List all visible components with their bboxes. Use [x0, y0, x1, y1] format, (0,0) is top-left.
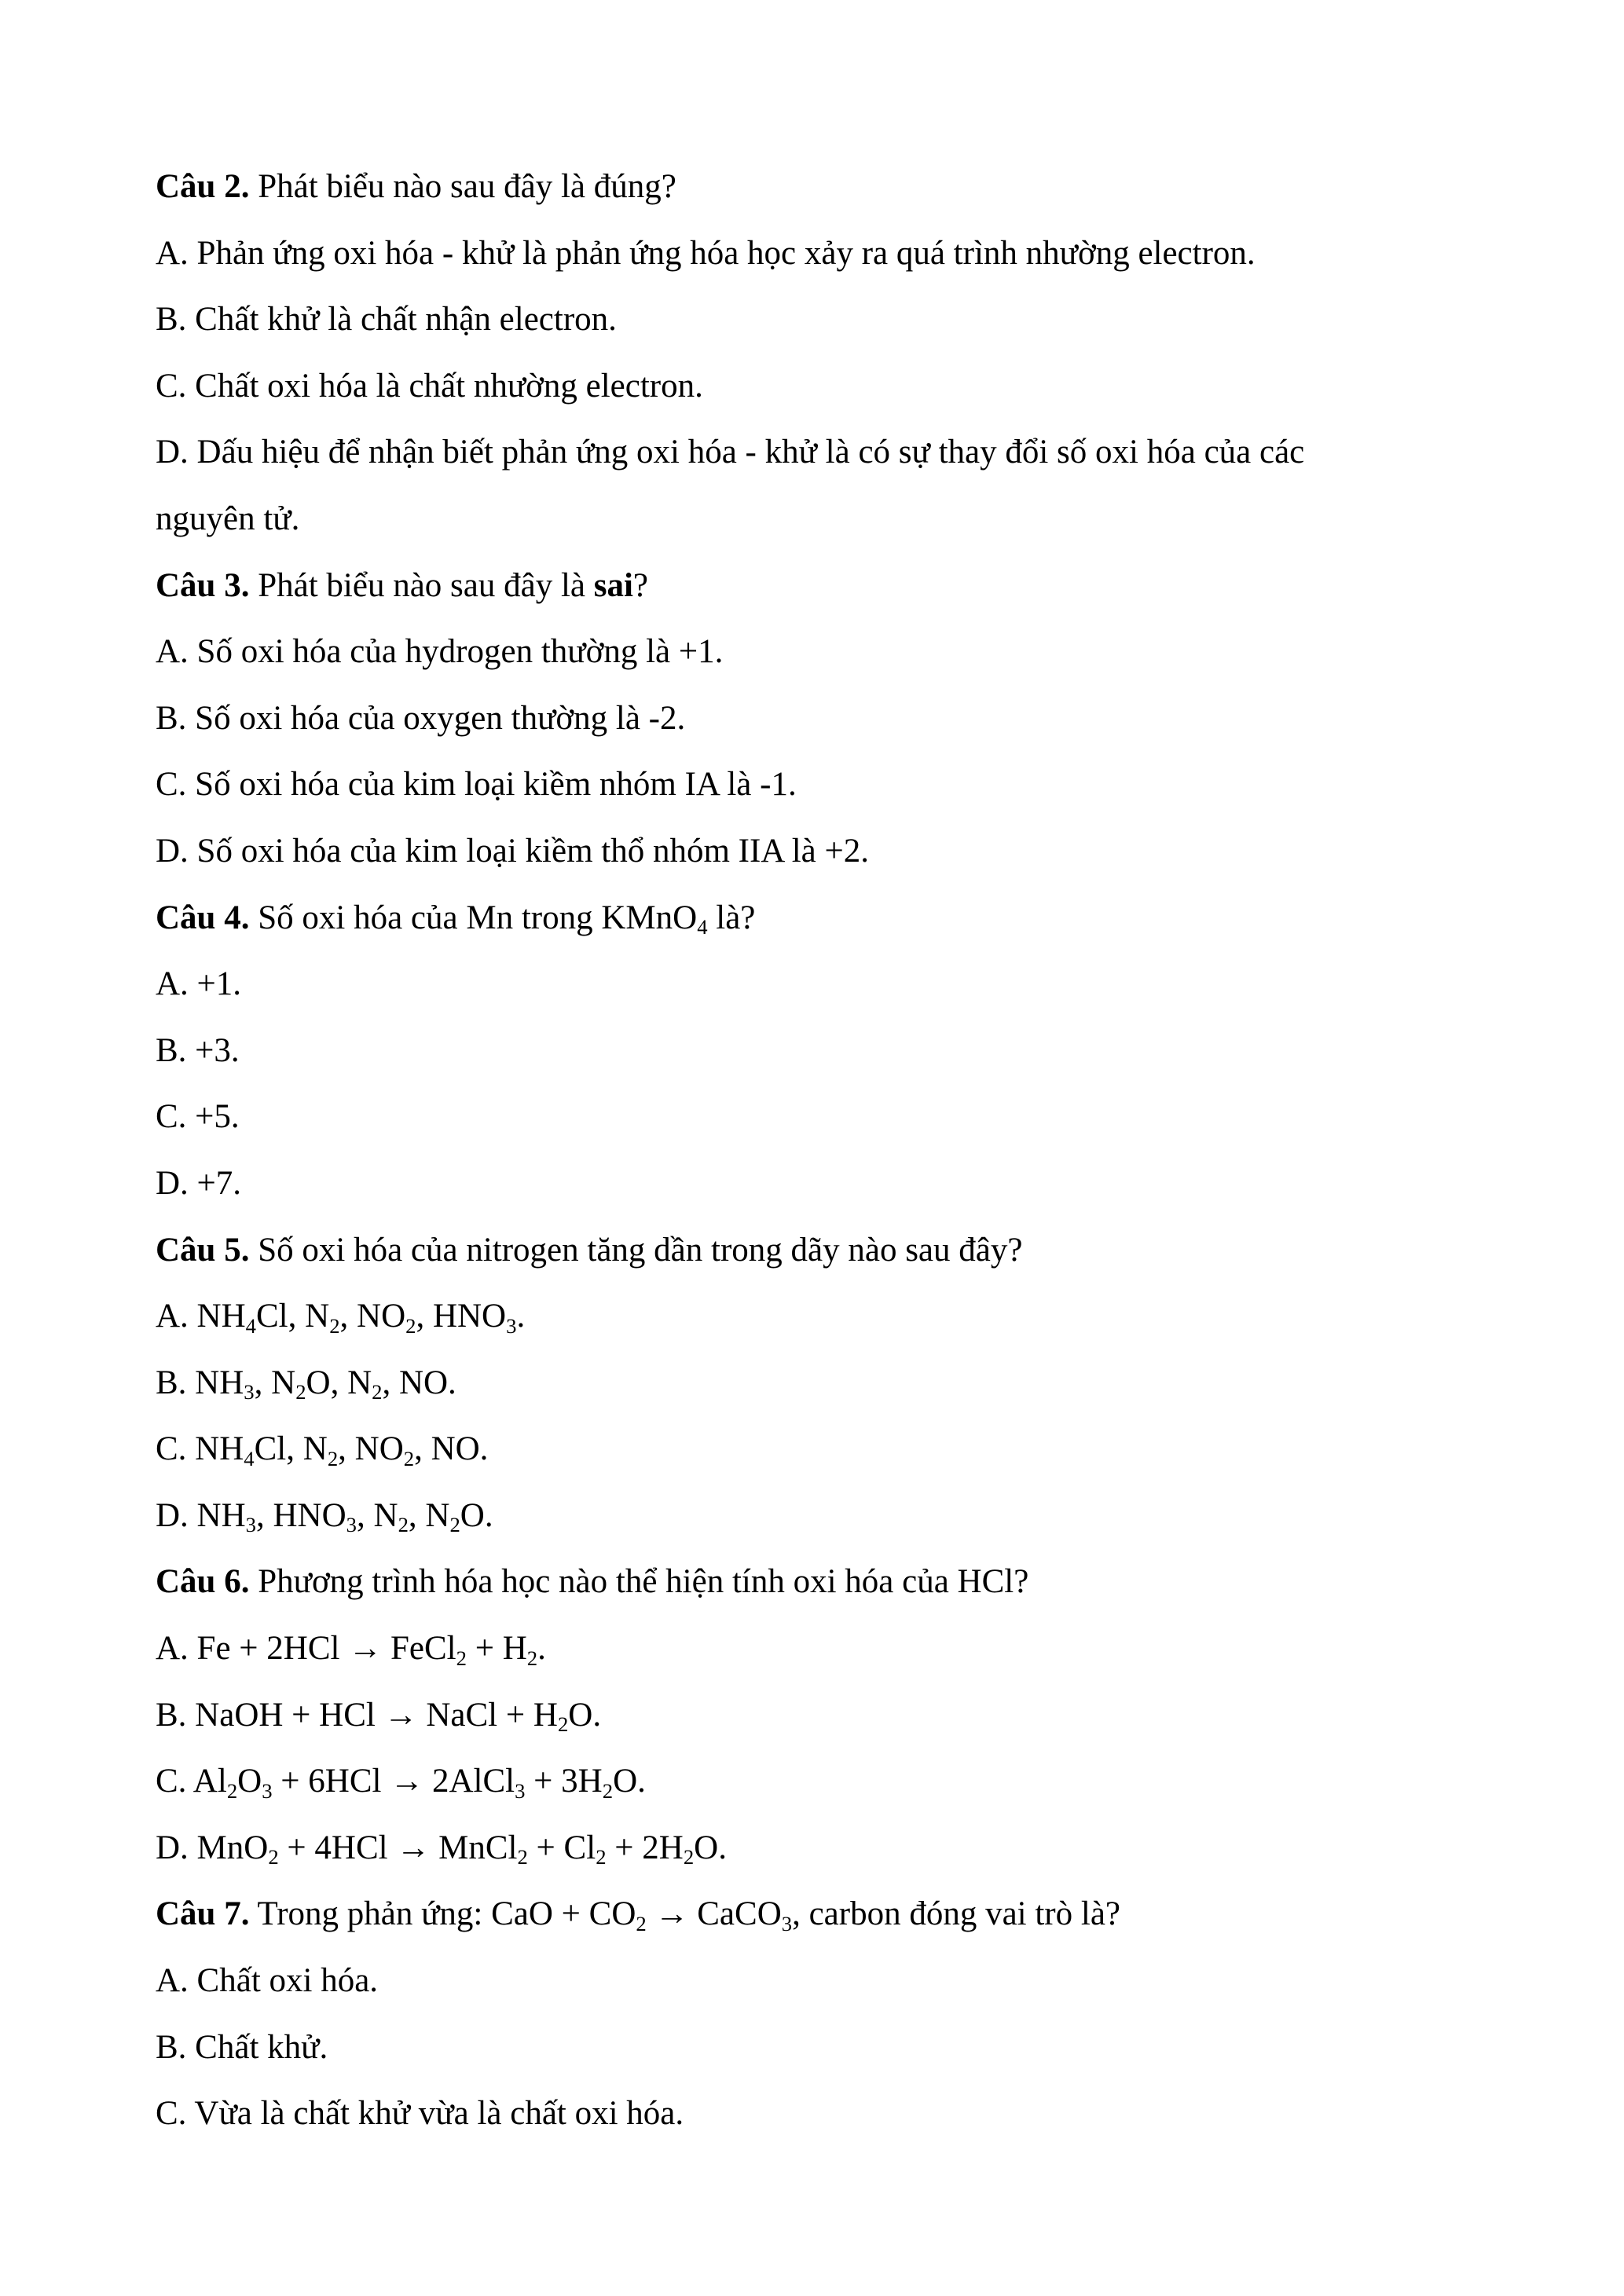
answer-option: [156, 1683, 1491, 1749]
text-run: sai: [593, 566, 633, 604]
subscript: 2: [526, 1646, 538, 1670]
text-run: O.: [694, 1829, 727, 1866]
text-run: + 2H: [606, 1829, 684, 1866]
text-run: C. Vừa là chất khử vừa là chất oxi hóa.: [156, 2095, 684, 2133]
text-run: D. +7.: [156, 1164, 242, 1202]
text-run: , HNO: [256, 1496, 346, 1534]
text-run: C. Al: [156, 1763, 227, 1800]
text-run: → CaCO: [646, 1895, 782, 1933]
answer-option: [156, 619, 1491, 686]
text-run: D. Số oxi hóa của kim loại kiềm thổ nhóm IIA là +2.: [156, 832, 870, 870]
subscript: 2: [403, 1446, 415, 1470]
answer-option: [156, 1483, 1491, 1550]
question-prompt: [156, 1218, 1491, 1284]
text-run: , N: [408, 1496, 450, 1534]
question-prompt: [156, 1549, 1491, 1616]
subscript: 3: [262, 1778, 273, 1803]
text-run: A. Chất oxi hóa.: [156, 1962, 379, 2000]
answer-option: [156, 287, 1491, 353]
subscript: 3: [245, 1513, 256, 1537]
answer-option: [156, 951, 1491, 1018]
answer-option: [156, 1616, 1491, 1683]
text-run: + 3H: [525, 1763, 603, 1800]
question-prompt: [156, 1881, 1491, 1948]
answer-option: [156, 1416, 1491, 1483]
text-run: O, N: [306, 1364, 372, 1401]
answer-option: [156, 2015, 1491, 2082]
text-run: là?: [707, 899, 756, 936]
text-run: C. NH: [156, 1430, 244, 1468]
text-run: , HNO: [416, 1298, 507, 1335]
text-run: ?: [632, 566, 649, 604]
question-prompt: [156, 885, 1491, 952]
subscript: 2: [329, 1313, 340, 1338]
text-run: nguyên tử.: [156, 500, 300, 537]
text-run: Phát biểu nào sau đây là đúng?: [249, 168, 676, 205]
text-run: O.: [613, 1763, 646, 1800]
subscript: 2: [398, 1513, 409, 1537]
text-run: D. MnO: [156, 1829, 269, 1866]
text-run: + Cl: [527, 1829, 596, 1866]
text-run: A. Số oxi hóa của hydrogen thường là +1.: [156, 633, 724, 671]
subscript: 2: [517, 1845, 528, 1869]
question-number: Câu 7.: [156, 1895, 250, 1933]
answer-option: [156, 752, 1491, 818]
subscript: 2: [602, 1778, 614, 1803]
subscript: 2: [449, 1513, 460, 1537]
text-run: A. Fe + 2HCl → FeCl: [156, 1630, 456, 1668]
subscript: 2: [557, 1712, 569, 1737]
question-prompt: [156, 553, 1491, 620]
subscript: 2: [636, 1911, 647, 1935]
answer-option: [156, 1815, 1491, 1882]
text-run: + 6HCl → 2AlCl: [272, 1763, 515, 1800]
document-page: [156, 154, 1491, 2148]
text-run: D. Dấu hiệu để nhận biết phản ứng oxi hóa - khử là có sự thay đổi số oxi hóa của các: [156, 434, 1305, 471]
text-run: Cl, N: [256, 1298, 330, 1335]
answer-option: [156, 1749, 1491, 1815]
question-prompt: [156, 154, 1491, 221]
text-run: Trong phản ứng: CaO + CO: [249, 1895, 636, 1933]
text-run: Phương trình hóa học nào thể hiện tính oxi hóa của HCl?: [249, 1563, 1029, 1601]
subscript: 2: [226, 1778, 238, 1803]
question-number: Câu 6.: [156, 1563, 250, 1601]
text-run: , N: [254, 1364, 296, 1401]
answer-option: [156, 221, 1491, 287]
answer-option: [156, 1283, 1491, 1350]
text-run: C. +5.: [156, 1098, 240, 1136]
text-run: , NO.: [414, 1430, 489, 1468]
text-run: , N: [357, 1496, 398, 1534]
subscript: 2: [596, 1845, 607, 1869]
text-run: C. Chất oxi hóa là chất nhường electron.: [156, 367, 703, 405]
answer-option: [156, 353, 1491, 420]
answer-option: [156, 1018, 1491, 1085]
text-run: .: [516, 1298, 526, 1335]
text-run: , NO: [339, 1298, 406, 1335]
text-run: O: [237, 1763, 262, 1800]
text-run: , carbon đóng vai trò là?: [792, 1895, 1120, 1933]
question-number: Câu 5.: [156, 1231, 250, 1269]
subscript: 3: [346, 1513, 357, 1537]
subscript: 2: [372, 1380, 383, 1404]
text-run: A. +1.: [156, 965, 242, 1003]
text-run: A. NH: [156, 1298, 246, 1335]
subscript: 4: [244, 1446, 255, 1470]
text-run: Số oxi hóa của nitrogen tăng dần trong dãy nào sau đây?: [249, 1231, 1023, 1269]
text-run: B. NH: [156, 1364, 244, 1401]
text-run: Cl, N: [254, 1430, 328, 1468]
text-run: O.: [460, 1496, 493, 1534]
subscript: 3: [506, 1313, 517, 1338]
subscript: 4: [697, 914, 708, 939]
text-run: C. Số oxi hóa của kim loại kiềm nhóm IA là -1.: [156, 766, 797, 804]
text-run: Phát biểu nào sau đây là: [249, 566, 594, 604]
subscript: 3: [781, 1911, 793, 1935]
answer-option: [156, 686, 1491, 753]
question-number: Câu 3.: [156, 566, 250, 604]
answer-option: [156, 1948, 1491, 2015]
text-run: D. NH: [156, 1496, 246, 1534]
text-run: + 4HCl → MnCl: [278, 1829, 518, 1866]
text-run: B. NaOH + HCl → NaCl + H: [156, 1696, 558, 1734]
answer-option: [156, 486, 1491, 553]
subscript: 2: [405, 1313, 416, 1338]
question-number: Câu 4.: [156, 899, 250, 936]
text-run: , NO: [338, 1430, 404, 1468]
answer-option: [156, 2081, 1491, 2148]
text-run: B. Chất khử.: [156, 2028, 328, 2066]
text-run: + H: [466, 1630, 527, 1668]
answer-option: [156, 1084, 1491, 1151]
answer-option: [156, 818, 1491, 885]
text-run: B. Chất khử là chất nhận electron.: [156, 301, 617, 339]
subscript: 3: [515, 1778, 526, 1803]
text-run: O.: [568, 1696, 602, 1734]
subscript: 3: [244, 1380, 255, 1404]
answer-option: [156, 1350, 1491, 1417]
text-run: B. +3.: [156, 1031, 240, 1069]
subscript: 4: [245, 1313, 256, 1338]
subscript: 2: [327, 1446, 339, 1470]
answer-option: [156, 419, 1491, 486]
text-run: A. Phản ứng oxi hóa - khử là phản ứng hóa học xảy ra quá trình nhường electron.: [156, 234, 1256, 272]
text-run: , NO.: [382, 1364, 456, 1401]
text-run: B. Số oxi hóa của oxygen thường là -2.: [156, 699, 686, 737]
answer-option: [156, 1151, 1491, 1218]
subscript: 2: [456, 1646, 467, 1670]
text-run: .: [537, 1630, 546, 1668]
question-number: Câu 2.: [156, 168, 250, 205]
text-run: Số oxi hóa của Mn trong KMnO: [249, 899, 698, 936]
subscript: 2: [683, 1845, 695, 1869]
subscript: 2: [295, 1380, 306, 1404]
subscript: 2: [268, 1845, 279, 1869]
